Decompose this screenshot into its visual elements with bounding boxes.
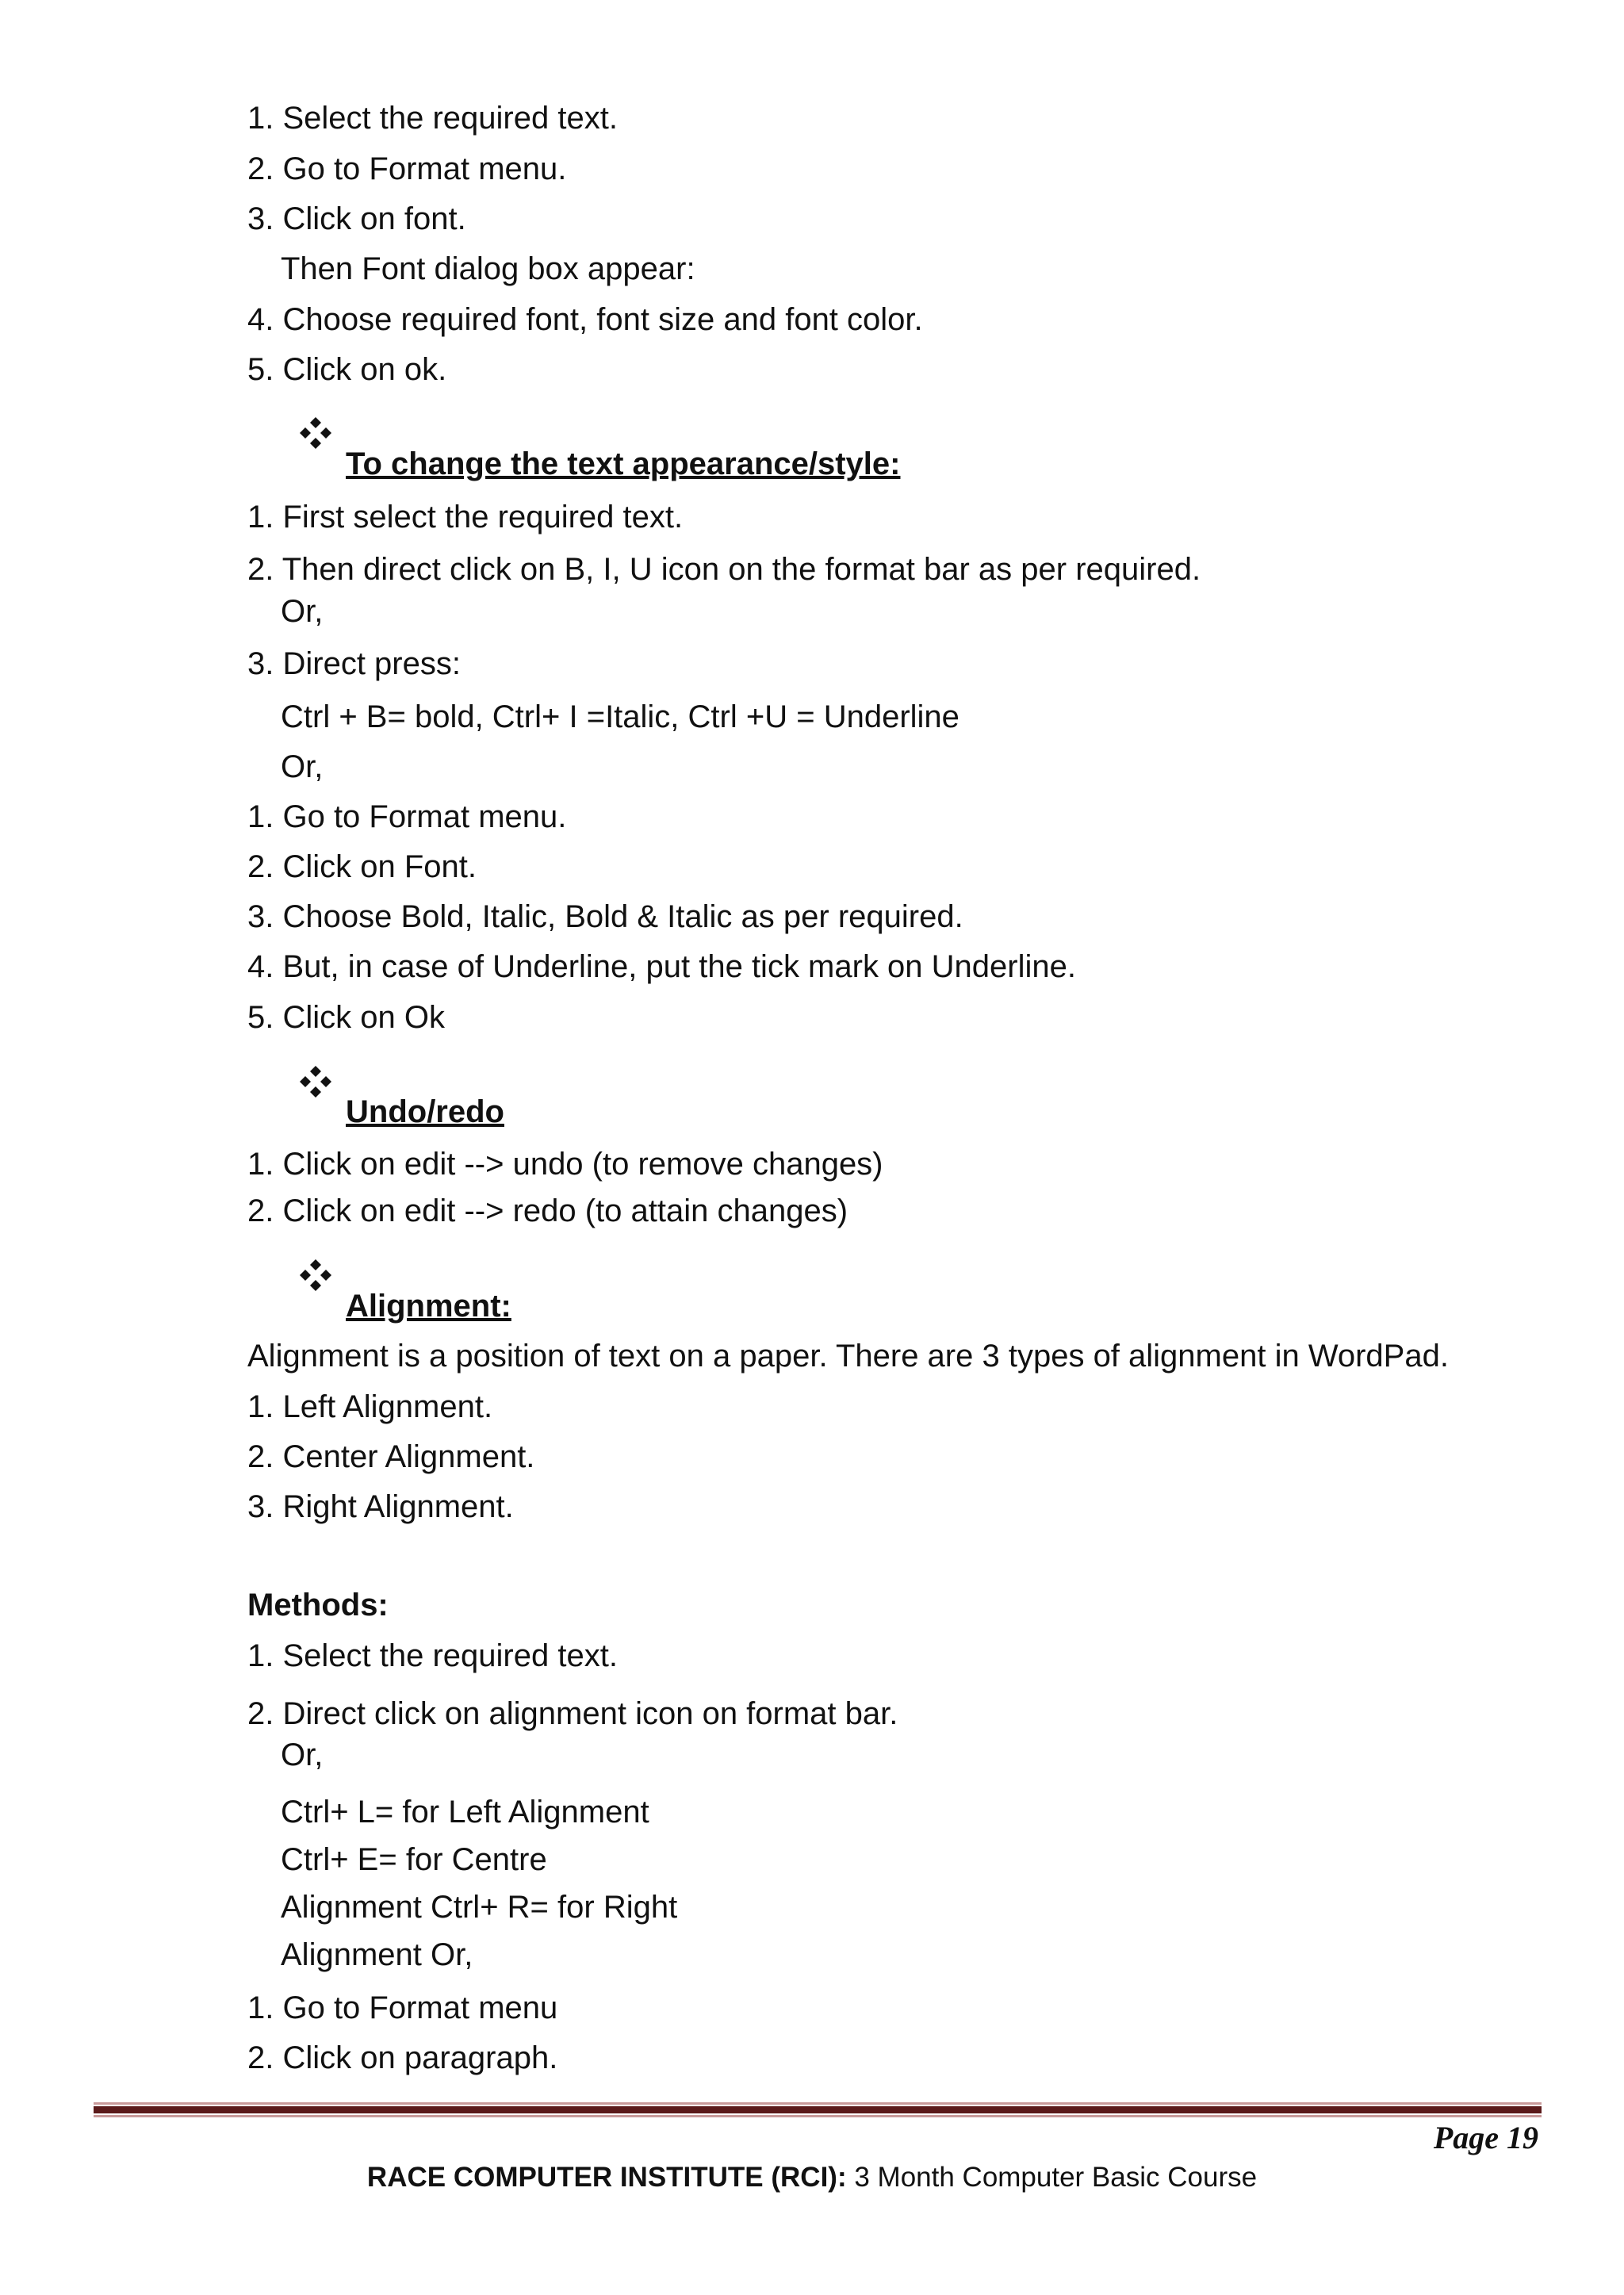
list-item: 2. Click on Font.: [247, 849, 477, 884]
footer-rule-dark: [94, 2106, 1542, 2113]
list-item: 1. Left Alignment.: [247, 1389, 493, 1424]
list-item: 2. Click on edit --> redo (to attain changes): [247, 1193, 848, 1228]
list-item: 5. Click on ok.: [247, 352, 447, 387]
list-item: 1. Go to Format menu: [247, 1990, 558, 2025]
footer-institute: RACE COMPUTER INSTITUTE (RCI):: [366, 2162, 847, 2193]
list-item: 5. Click on Ok: [247, 1000, 445, 1035]
diamond-bullet-icon: [298, 416, 333, 450]
footer-rule-light: [94, 2115, 1542, 2117]
diamond-bullet-icon: [298, 1258, 333, 1293]
shortcut-line: Alignment Or,: [281, 1937, 473, 1972]
paragraph: Alignment is a position of text on a paper. There are 3 types of alignment in WordPad.: [247, 1339, 1449, 1374]
list-item-note: Then Font dialog box appear:: [281, 251, 695, 286]
list-item: 3. Right Alignment.: [247, 1489, 514, 1524]
list-item: 2. Go to Format menu.: [247, 151, 567, 186]
list-item: 1. Select the required text.: [247, 1638, 618, 1673]
footer-course-line: [0, 2160, 1624, 2195]
section-heading-alignment: Alignment:: [346, 1289, 511, 1324]
list-item: 1. Click on edit --> undo (to remove changes): [247, 1147, 883, 1182]
list-item: 4. But, in case of Underline, put the tick mark on Underline.: [247, 949, 1076, 984]
list-item: 2. Center Alignment.: [247, 1439, 535, 1474]
section-heading-text-style: To change the text appearance/style:: [346, 446, 901, 481]
diamond-bullet-icon: [298, 1064, 333, 1099]
shortcut-line: Ctrl+ E= for Centre: [281, 1842, 547, 1877]
section-heading-undo-redo: Undo/redo: [346, 1094, 504, 1129]
list-item: 1. Select the required text.: [247, 101, 618, 136]
shortcut-line: Ctrl + B= bold, Ctrl+ I =Italic, Ctrl +U = Underline: [281, 699, 959, 734]
list-item-or: Or,: [281, 1738, 324, 1772]
shortcut-line: Alignment Ctrl+ R= for Right: [281, 1890, 678, 1925]
list-item: 2. Then direct click on B, I, U icon on the format bar as per required.: [247, 552, 1201, 587]
list-item: 1. First select the required text.: [247, 500, 684, 534]
methods-heading: Methods:: [247, 1588, 389, 1623]
shortcut-line: Ctrl+ L= for Left Alignment: [281, 1795, 649, 1829]
list-item-or: Or,: [281, 594, 324, 629]
list-item: 1. Go to Format menu.: [247, 799, 567, 834]
footer-course: 3 Month Computer Basic Course: [846, 2162, 1258, 2193]
list-item: 3. Direct press:: [247, 646, 461, 681]
list-item: 2. Direct click on alignment icon on format bar.: [247, 1696, 898, 1731]
list-item-or: Or,: [281, 749, 324, 784]
list-item: 4. Choose required font, font size and font color.: [247, 302, 923, 337]
footer-rule-light: [94, 2102, 1542, 2105]
list-item: 3. Choose Bold, Italic, Bold & Italic as per required.: [247, 899, 963, 934]
list-item: 2. Click on paragraph.: [247, 2040, 558, 2075]
list-item: 3. Click on font.: [247, 201, 466, 236]
page-number: Page 19: [1433, 2120, 1538, 2155]
